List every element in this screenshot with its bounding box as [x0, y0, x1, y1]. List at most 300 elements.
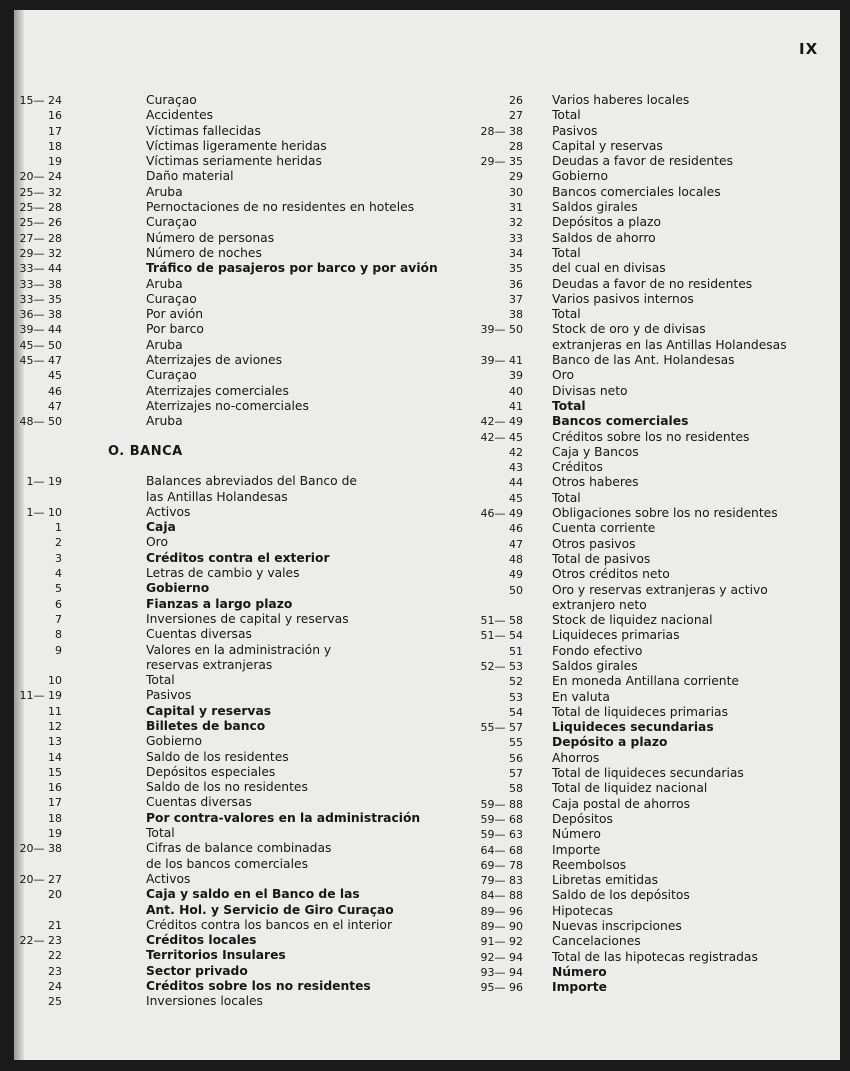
index-entry: [14, 826, 394, 841]
index-entry: [440, 445, 820, 460]
entry-label: Otros haberes: [552, 475, 639, 490]
entry-label: Otros pasivos: [552, 536, 636, 551]
entry-label: Cifras de balance combinadas: [146, 841, 332, 856]
entry-label: Curaçao: [146, 93, 197, 107]
index-entry: [14, 581, 394, 596]
entry-label: Aterrizajes no-comerciales: [146, 398, 309, 413]
index-entry: [440, 93, 820, 108]
entry-table-number: 45: [48, 369, 62, 383]
entry-table-number: 89— 96: [480, 904, 523, 918]
index-entry: [14, 948, 394, 963]
entry-label: extranjero neto: [552, 597, 647, 612]
entry-table-number: 10: [48, 674, 62, 688]
index-entry: [14, 246, 394, 261]
index-entry: [14, 535, 394, 550]
index-entry: [14, 658, 394, 673]
entry-table-number: 41: [509, 399, 523, 413]
entry-table-number: 30: [509, 185, 523, 199]
entry-label: Aruba: [146, 414, 183, 429]
index-entry: [14, 169, 394, 184]
entry-label: del cual en divisas: [552, 261, 666, 276]
entry-table-number: 25— 26: [19, 216, 62, 230]
entry-table-number: 17: [48, 124, 62, 138]
index-entry: [440, 154, 820, 169]
entry-table-number: 28: [509, 139, 523, 153]
entry-label: Cuenta corriente: [552, 521, 656, 536]
entry-table-number: 3: [55, 551, 62, 565]
index-entry: [440, 200, 820, 215]
entry-table-number: 42— 45: [480, 430, 523, 444]
entry-table-number: 33— 44: [19, 262, 62, 276]
entry-table-number: 42— 49: [480, 415, 523, 429]
entry-label: Gobierno: [146, 734, 202, 749]
entry-label: Ahorros: [552, 750, 600, 765]
index-entry: [440, 613, 820, 628]
entry-table-number: 19: [48, 155, 62, 169]
entry-table-number: 24: [48, 980, 62, 994]
entry-table-number: 37: [509, 292, 523, 306]
entry-label: Saldos girales: [552, 200, 638, 215]
entry-label: Varios pasivos internos: [552, 291, 694, 306]
entry-table-number: 17: [48, 796, 62, 810]
entry-label: Activos: [146, 871, 191, 886]
entry-label: Caja postal de ahorros: [552, 796, 691, 811]
entry-table-number: 20— 27: [19, 872, 62, 886]
entry-table-number: 33: [509, 231, 523, 245]
entry-label: reservas extranjeras: [146, 657, 273, 672]
entry-label: Curaçao: [146, 291, 197, 306]
index-entry: [440, 292, 820, 307]
entry-label: Total: [146, 826, 175, 841]
entry-label: Aruba: [146, 184, 183, 199]
entry-label: Importe: [552, 980, 607, 995]
entry-table-number: 59— 88: [480, 797, 523, 811]
entry-label: las Antillas Holandesas: [146, 489, 288, 504]
entry-label: Caja y Bancos: [552, 444, 639, 459]
index-entry: [440, 353, 820, 368]
index-entry: [440, 567, 820, 582]
entry-label: Accidentes: [146, 108, 214, 123]
index-entry: [440, 368, 820, 383]
book-page: [14, 10, 840, 1060]
entry-table-number: 2: [55, 536, 62, 550]
index-entry: [440, 888, 820, 903]
index-entry: [14, 612, 394, 627]
entry-table-number: 48— 50: [19, 415, 62, 429]
entry-label: Importe: [552, 842, 601, 857]
index-entry: [440, 781, 820, 796]
entry-label: Total de pasivos: [552, 551, 651, 566]
index-entry: [440, 552, 820, 567]
entry-table-number: 31: [509, 201, 523, 215]
entry-label: Total: [552, 398, 586, 413]
entry-label: Tráfico de pasajeros por barco y por avión: [146, 261, 438, 276]
entry-table-number: 32: [509, 216, 523, 230]
entry-table-number: 12: [48, 719, 62, 733]
entry-table-number: 40: [509, 384, 523, 398]
entry-label: Saldo de los no residentes: [146, 780, 308, 795]
index-entry: [14, 261, 438, 276]
index-entry: [440, 950, 820, 965]
entry-label: Total: [552, 490, 581, 505]
index-entry: [14, 597, 394, 612]
entry-table-number: 16: [48, 781, 62, 795]
entry-table-number: 5: [55, 582, 62, 596]
entry-label: Saldo de los residentes: [146, 749, 289, 764]
entry-table-number: 27— 28: [19, 231, 62, 245]
index-entry: [440, 904, 820, 919]
entry-label: Saldo de los depósitos: [552, 888, 690, 903]
entry-table-number: 47: [509, 537, 523, 551]
entry-label: Stock de liquidez nacional: [552, 613, 713, 628]
entry-label: Divisas neto: [552, 383, 628, 398]
entry-table-number: 1: [55, 521, 62, 535]
entry-table-number: 1— 19: [26, 475, 62, 489]
entry-label: Caja: [146, 520, 176, 535]
entry-label: Depósitos a plazo: [552, 215, 662, 230]
entry-table-number: 11: [48, 704, 62, 718]
index-entry: [14, 903, 394, 918]
entry-label: Otros créditos neto: [552, 567, 670, 582]
index-entry: [440, 399, 820, 414]
entry-table-number: 46— 49: [480, 507, 523, 521]
entry-table-number: 20: [48, 888, 62, 902]
entry-table-number: 14: [48, 750, 62, 764]
entry-label: Valores en la administración y: [146, 642, 332, 657]
entry-label: Total de liquidez nacional: [552, 781, 708, 796]
entry-label: Saldos girales: [552, 658, 638, 673]
entry-label: Curaçao: [146, 215, 197, 230]
index-entry: [440, 705, 820, 720]
index-entry: [440, 812, 820, 827]
entry-table-number: 16: [48, 109, 62, 123]
entry-table-number: 39: [509, 369, 523, 383]
entry-label: Por contra-valores en la administración: [146, 810, 421, 825]
entry-label: Gobierno: [146, 581, 210, 596]
entry-label: Bancos comerciales: [552, 414, 689, 429]
entry-table-number: 52: [509, 675, 523, 689]
entry-label: Depósitos: [552, 811, 613, 826]
entry-table-number: 20— 24: [19, 170, 62, 184]
index-entry: [14, 277, 394, 292]
index-entry: [440, 384, 820, 399]
index-entry: [14, 154, 394, 169]
index-entry: [14, 460, 394, 490]
entry-label: Víctimas ligeramente heridas: [146, 138, 327, 153]
index-entry: [14, 643, 394, 658]
entry-label: Liquideces primarias: [552, 628, 680, 643]
entry-label: Víctimas fallecidas: [146, 123, 261, 138]
index-entry: [440, 215, 820, 230]
entry-table-number: 21: [48, 918, 62, 932]
index-entry: [440, 475, 820, 490]
entry-table-number: 45: [509, 491, 523, 505]
index-entry: [440, 797, 820, 812]
entry-label: Créditos sobre los no residentes: [552, 429, 750, 444]
entry-label: de los bancos comerciales: [146, 856, 308, 871]
entry-table-number: 33— 38: [19, 277, 62, 291]
entry-table-number: 57: [509, 767, 523, 781]
entry-table-number: 59— 68: [480, 812, 523, 826]
index-entry: [14, 673, 394, 688]
index-entry: [14, 322, 394, 337]
index-entry: [14, 704, 394, 719]
entry-table-number: 42: [509, 445, 523, 459]
index-entry: [14, 200, 415, 215]
entry-label: Letras de cambio y vales: [146, 566, 300, 581]
entry-label: Hipotecas: [552, 903, 614, 918]
entry-table-number: 89— 90: [480, 920, 523, 934]
entry-table-number: 11— 19: [19, 689, 62, 703]
entry-table-number: 26: [509, 94, 523, 107]
entry-table-number: 39— 41: [480, 354, 523, 368]
entry-table-number: 8: [55, 628, 62, 642]
index-entry: [14, 841, 394, 856]
entry-table-number: 47: [48, 399, 62, 413]
index-entry: [440, 858, 820, 873]
index-entry: [14, 185, 394, 200]
entry-table-number: 53: [509, 690, 523, 704]
index-entry: [14, 490, 394, 505]
entry-label: Stock de oro y de divisas: [552, 322, 706, 337]
entry-table-number: 22: [48, 949, 62, 963]
entry-label: Oro y reservas extranjeras y activo: [552, 582, 768, 597]
index-entry: [440, 598, 820, 613]
entry-table-number: 9: [55, 643, 62, 657]
entry-table-number: 45— 47: [19, 354, 62, 368]
entry-table-number: 91— 92: [480, 935, 523, 949]
entry-label: Reembolsos: [552, 857, 627, 872]
index-entry: [440, 965, 820, 980]
index-entry: [14, 872, 394, 887]
section-heading: [14, 430, 394, 460]
entry-label: Víctimas seriamente heridas: [146, 154, 322, 169]
index-entry: [14, 93, 394, 108]
entry-label: Número: [552, 827, 601, 842]
index-entry: [440, 674, 820, 689]
entry-table-number: 28— 38: [480, 124, 523, 138]
entry-table-number: 36— 38: [19, 308, 62, 322]
entry-label: Saldos de ahorro: [552, 230, 656, 245]
index-entry: [14, 688, 394, 703]
index-entry: [440, 659, 820, 674]
index-entry: [14, 780, 394, 795]
index-entry: [440, 720, 820, 735]
index-entry: [440, 491, 820, 506]
entry-label: Cuentas diversas: [146, 627, 252, 642]
entry-table-number: 4: [55, 567, 62, 581]
entry-label: Cuentas diversas: [146, 795, 252, 810]
entry-table-number: 34: [509, 246, 523, 260]
entry-label: Billetes de banco: [146, 718, 266, 733]
right-index-column: [440, 93, 820, 996]
left-index-column: [14, 93, 438, 1010]
index-entry: [14, 810, 421, 826]
entry-table-number: 51: [509, 644, 523, 658]
index-entry: [440, 414, 820, 429]
entry-table-number: 45— 50: [19, 338, 62, 352]
index-entry: [440, 843, 820, 858]
entry-table-number: 50: [509, 583, 523, 597]
entry-label: Activos: [146, 504, 191, 519]
index-entry: [14, 520, 394, 535]
index-entry: [440, 139, 820, 154]
entry-label: Total de liquideces primarias: [552, 704, 728, 719]
entry-label: Territorios Insulares: [146, 948, 286, 963]
index-entry: [440, 521, 820, 536]
index-entry: [14, 750, 394, 765]
index-entry: [14, 124, 394, 139]
entry-table-number: 13: [48, 735, 62, 749]
entry-label: Créditos contra el exterior: [146, 550, 330, 565]
entry-label: Aruba: [146, 337, 183, 352]
entry-label: Balances abreviados del Banco de: [146, 474, 357, 489]
entry-table-number: 15— 24: [19, 94, 62, 107]
entry-table-number: 19: [48, 827, 62, 841]
index-entry: [440, 934, 820, 949]
entry-table-number: 27: [509, 109, 523, 123]
index-entry: [440, 246, 820, 261]
entry-label: Aterrizajes de aviones: [146, 353, 282, 368]
entry-label: Total: [552, 108, 581, 123]
entry-label: Créditos: [552, 460, 603, 475]
entry-label: Capital y reservas: [146, 703, 272, 718]
index-entry: [14, 857, 394, 872]
index-entry: [14, 734, 394, 749]
entry-table-number: 23: [48, 964, 62, 978]
index-entry: [440, 338, 820, 353]
index-entry: [14, 918, 394, 933]
entry-table-number: 35: [509, 262, 523, 276]
entry-table-number: 43: [509, 461, 523, 475]
entry-label: Curaçao: [146, 368, 197, 383]
entry-label: Libretas emitidas: [552, 873, 659, 888]
entry-label: Por barco: [146, 322, 204, 337]
index-entry: [440, 185, 820, 200]
index-entry: [440, 980, 820, 995]
entry-label: Banco de las Ant. Holandesas: [552, 353, 735, 368]
entry-label: Inversiones locales: [146, 994, 263, 1009]
index-entry: [14, 399, 394, 414]
index-entry: [440, 751, 820, 766]
entry-label: En moneda Antillana corriente: [552, 674, 739, 689]
entry-table-number: 84— 88: [480, 889, 523, 903]
entry-table-number: 39— 44: [19, 323, 62, 337]
index-entry: [14, 414, 394, 429]
entry-label: Deudas a favor de residentes: [552, 154, 733, 169]
entry-table-number: 49: [509, 568, 523, 582]
entry-label: Nuevas inscripciones: [552, 919, 682, 934]
entry-label: Créditos sobre los no residentes: [146, 979, 371, 994]
index-entry: [14, 139, 394, 154]
index-entry: [440, 735, 820, 750]
entry-table-number: 92— 94: [480, 950, 523, 964]
entry-label: Depósito a plazo: [552, 735, 668, 750]
entry-table-number: 58: [509, 782, 523, 796]
index-entry: [440, 322, 820, 337]
index-entry: [14, 108, 394, 123]
entry-label: Fondo efectivo: [552, 643, 643, 658]
entry-label: Total de liquideces secundarias: [552, 766, 744, 781]
index-entry: [440, 644, 820, 659]
index-entry: [14, 292, 394, 307]
entry-label: Total: [146, 673, 175, 688]
entry-table-number: 44: [509, 476, 523, 490]
entry-table-number: 1— 10: [26, 505, 62, 519]
index-entry: [14, 384, 394, 399]
entry-table-number: 18: [48, 811, 62, 825]
entry-label: Pasivos: [146, 688, 192, 703]
entry-table-number: 46: [509, 522, 523, 536]
entry-table-number: 55— 57: [480, 721, 523, 735]
entry-table-number: 38: [509, 308, 523, 322]
index-entry: [440, 124, 820, 139]
index-entry: [440, 690, 820, 705]
entry-table-number: 36: [509, 277, 523, 291]
entry-label: Obligaciones sobre los no residentes: [552, 506, 778, 521]
index-entry: [14, 215, 394, 230]
entry-table-number: 29— 35: [480, 155, 523, 169]
index-entry: [14, 338, 394, 353]
index-entry: [440, 430, 820, 445]
entry-table-number: 56: [509, 751, 523, 765]
entry-label: Número: [552, 964, 607, 979]
index-entry: [440, 169, 820, 184]
index-entry: [440, 583, 820, 598]
index-entry: [14, 307, 394, 322]
index-entry: [440, 460, 820, 475]
entry-label: Depósitos especiales: [146, 764, 276, 779]
entry-label: Por avión: [146, 307, 204, 322]
index-entry: [14, 933, 394, 948]
index-entry: [14, 627, 394, 642]
entry-table-number: 25— 32: [19, 185, 62, 199]
index-entry: [440, 873, 820, 888]
entry-label: Oro: [146, 535, 168, 550]
entry-label: Bancos comerciales locales: [552, 184, 721, 199]
index-entry: [14, 566, 394, 581]
index-entry: [14, 765, 394, 780]
entry-label: Pasivos: [552, 123, 598, 138]
index-entry: [440, 277, 820, 292]
entry-table-number: 55: [509, 736, 523, 750]
entry-table-number: 52— 53: [480, 659, 523, 673]
entry-label: Gobierno: [552, 169, 608, 184]
entry-table-number: 29: [509, 170, 523, 184]
entry-label: Sector privado: [146, 963, 248, 978]
index-entry: [440, 766, 820, 781]
entry-table-number: 93— 94: [480, 965, 523, 979]
entry-label: Número de noches: [146, 245, 262, 260]
index-entry: [440, 628, 820, 643]
index-entry: [14, 231, 394, 246]
index-entry: [14, 368, 394, 383]
index-entry: [440, 261, 820, 276]
index-entry: [14, 719, 394, 734]
page-number: IX: [799, 40, 819, 58]
entry-table-number: 25: [48, 995, 62, 1009]
index-entry: [440, 827, 820, 842]
index-entry: [440, 307, 820, 322]
entry-table-number: 64— 68: [480, 843, 523, 857]
entry-table-number: 48: [509, 552, 523, 566]
index-entry: [440, 108, 820, 123]
entry-label: Pernoctaciones de no residentes en hoteles: [146, 200, 415, 215]
entry-label: Oro: [552, 368, 574, 383]
entry-table-number: 69— 78: [480, 858, 523, 872]
entry-label: Capital y reservas: [552, 138, 663, 153]
entry-label: Total de las hipotecas registradas: [552, 949, 758, 964]
